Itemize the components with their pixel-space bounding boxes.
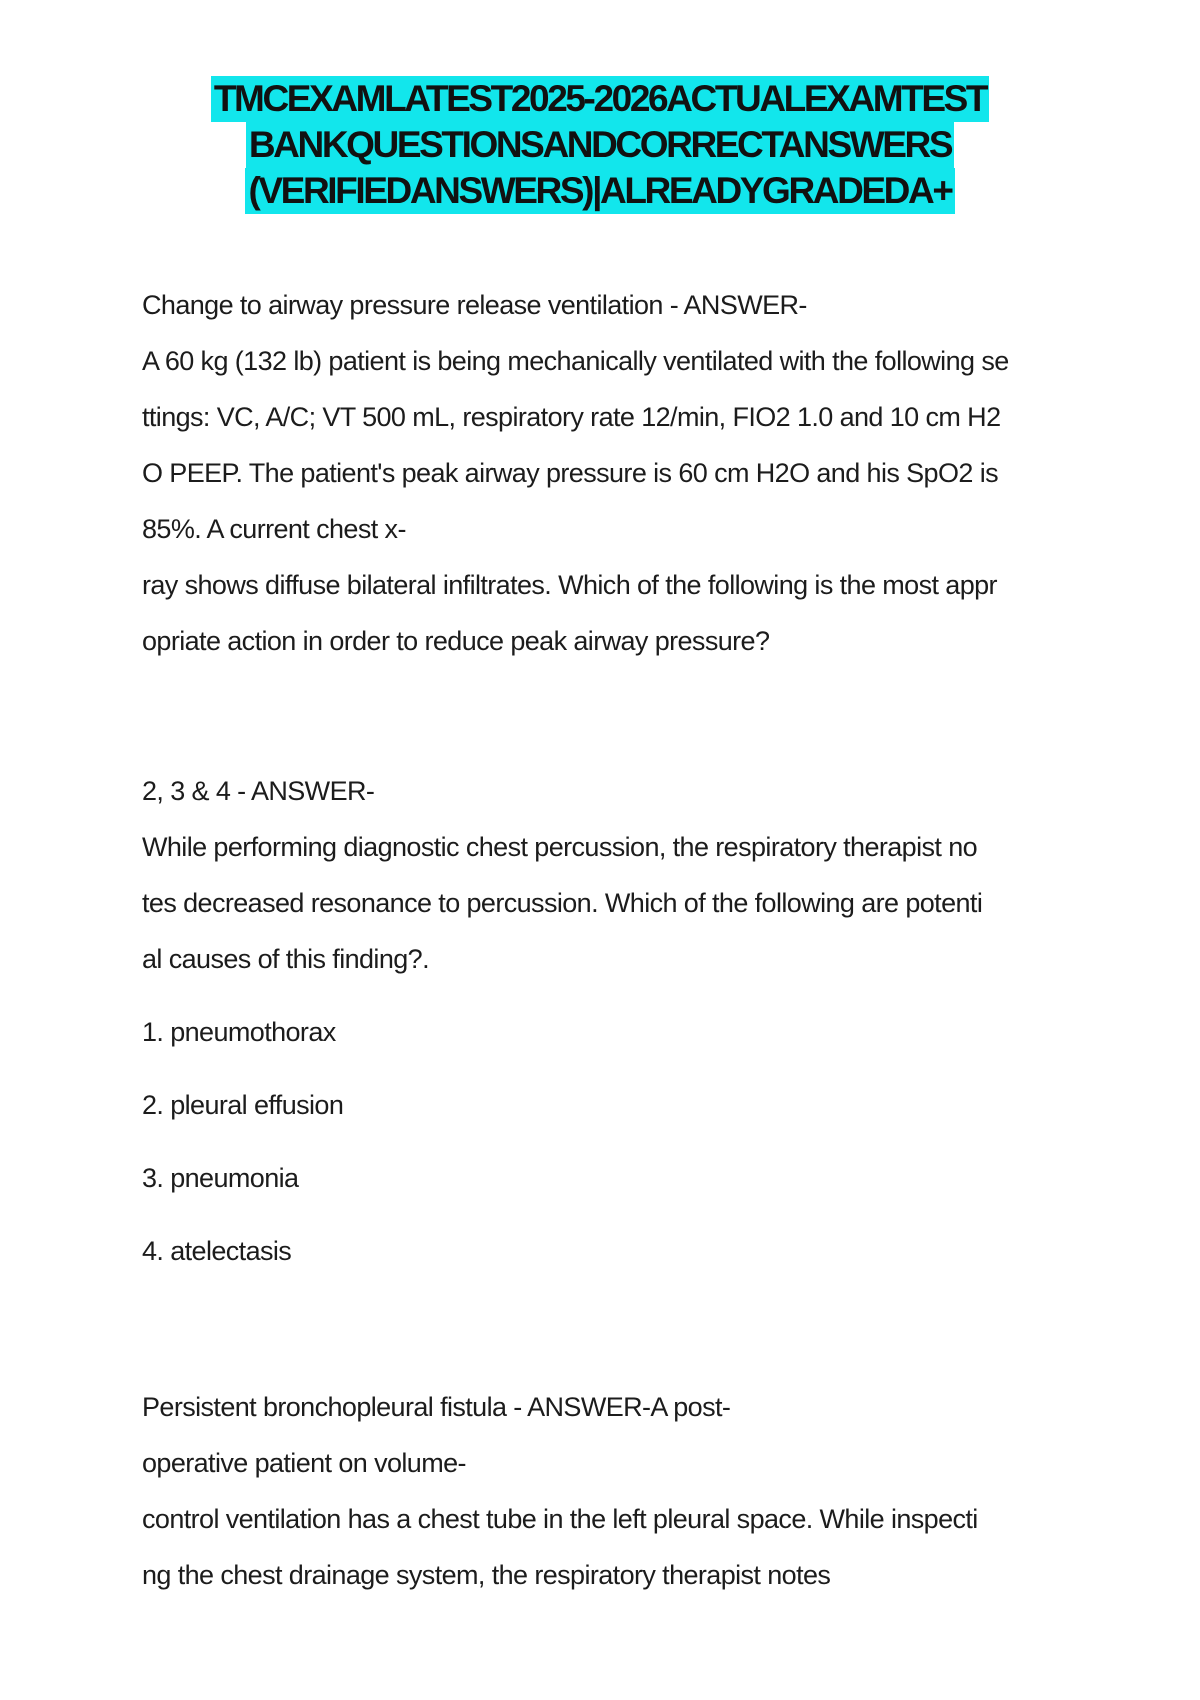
title-line-3: (VERIFIEDANSWERS)|ALREADYGRADEDA+ xyxy=(245,168,954,214)
answer-line: Change to airway pressure release ventilation - ANSWER- xyxy=(142,290,807,320)
question-line: ray shows diffuse bilateral infiltrates. Which of the following is the most appr xyxy=(142,570,997,600)
question-line: A 60 kg (132 lb) patient is being mechanically ventilated with the following se xyxy=(142,346,1009,376)
option-item: 3. pneumonia xyxy=(142,1163,299,1193)
option-item: 2. pleural effusion xyxy=(142,1090,344,1120)
question-line: al causes of this finding?. xyxy=(142,944,429,974)
question-line: control ventilation has a chest tube in the left pleural space. While inspecti xyxy=(142,1504,978,1534)
answer-line: Persistent bronchopleural fistula - ANSWER-A post- xyxy=(142,1392,731,1422)
question-line: ttings: VC, A/C; VT 500 mL, respiratory rate 12/min, FIO2 1.0 and 10 cm H2 xyxy=(142,402,1001,432)
option-item: 1. pneumothorax xyxy=(142,1017,336,1047)
title-line-1: TMCEXAMLATEST2025-2026ACTUALEXAMTEST xyxy=(211,76,989,122)
option-item: 4. atelectasis xyxy=(142,1236,292,1266)
question-line: O PEEP. The patient's peak airway pressure is 60 cm H2O and his SpO2 is xyxy=(142,458,998,488)
question-line: 85%. A current chest x- xyxy=(142,514,406,544)
question-line: ng the chest drainage system, the respiratory therapist notes xyxy=(142,1560,831,1590)
question-line: opriate action in order to reduce peak airway pressure? xyxy=(142,626,770,656)
question-line: While performing diagnostic chest percussion, the respiratory therapist no xyxy=(142,832,978,862)
question-line: operative patient on volume- xyxy=(142,1448,466,1478)
question-line: tes decreased resonance to percussion. Which of the following are potenti xyxy=(142,888,983,918)
title-line-2: BANKQUESTIONSANDCORRECTANSWERS xyxy=(246,122,954,168)
answer-line: 2, 3 & 4 - ANSWER- xyxy=(142,776,375,806)
document-title xyxy=(100,76,1100,214)
